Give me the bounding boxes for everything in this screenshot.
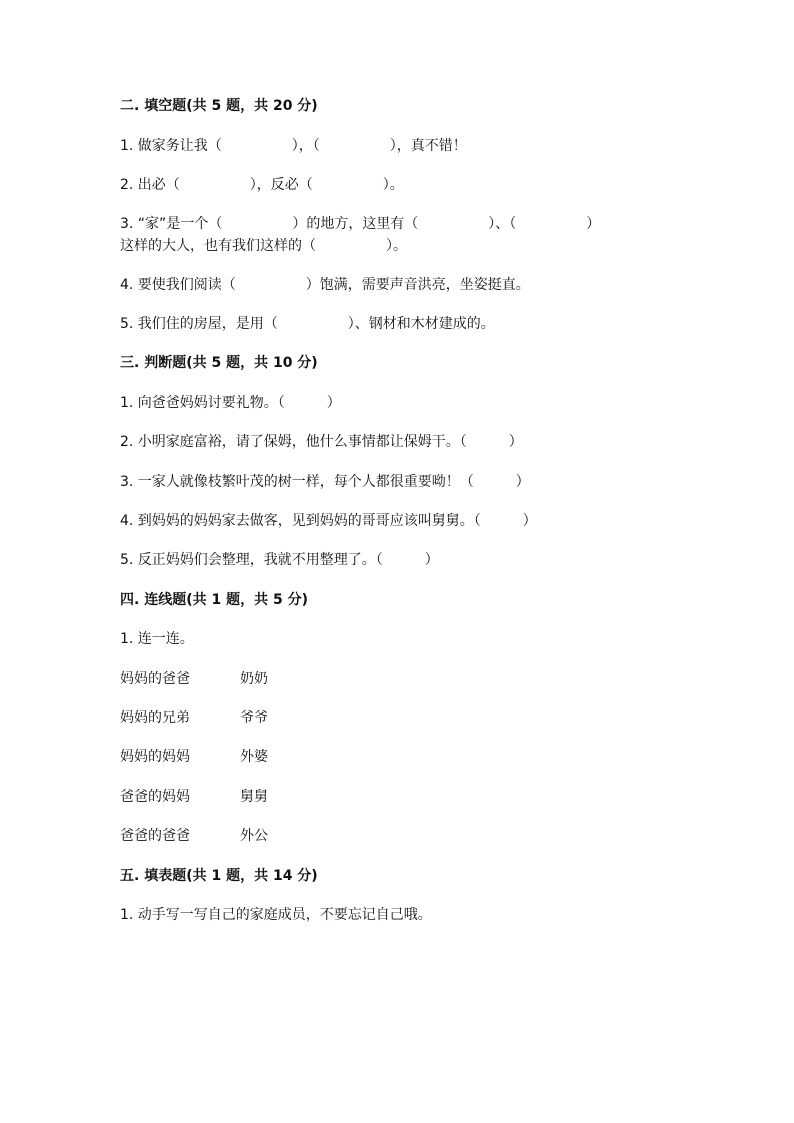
matching-left-item: 妈妈的兄弟 — [120, 710, 190, 726]
section-heading-table-fill: 五. 填表题(共 1 题，共 14 分) — [120, 868, 318, 884]
matching-right-item: 外公 — [240, 828, 268, 844]
section-heading-fill-blank: 二. 填空题(共 5 题，共 20 分) — [120, 98, 318, 114]
fill-blank-question-1: 1. 做家务让我（ ），（ ），真不错！ — [120, 138, 467, 154]
true-false-question-1: 1. 向爸爸妈妈讨要礼物。（ ） — [120, 395, 341, 411]
matching-left-item: 妈妈的爸爸 — [120, 671, 190, 687]
matching-right-item: 奶奶 — [240, 671, 268, 687]
matching-left-item: 妈妈的妈妈 — [120, 749, 190, 765]
fill-blank-question-3-continued: 这样的大人，也有我们这样的（ ）。 — [120, 238, 407, 254]
true-false-question-2: 2. 小明家庭富裕，请了保姆，他什么事情都让保姆干。（ ） — [120, 434, 523, 450]
true-false-question-3: 3. 一家人就像枝繁叶茂的树一样，每个人都很重要呦！（ ） — [120, 474, 530, 490]
matching-left-item: 爸爸的爸爸 — [120, 828, 190, 844]
matching-left-item: 爸爸的妈妈 — [120, 789, 190, 805]
fill-blank-question-2: 2. 出必（ ），反必（ ）。 — [120, 177, 404, 193]
matching-right-item: 外婆 — [240, 749, 268, 765]
fill-blank-question-3: 3. “家”是一个（ ）的地方，这里有（ ）、（ ） — [120, 216, 601, 232]
matching-question: 1. 连一连。 — [120, 631, 194, 647]
table-fill-question: 1. 动手写一写自己的家庭成员，不要忘记自己哦。 — [120, 907, 432, 923]
section-heading-matching: 四. 连线题(共 1 题，共 5 分) — [120, 592, 308, 608]
fill-blank-question-4: 4. 要使我们阅读（ ）饱满，需要声音洪亮，坐姿挺直。 — [120, 277, 530, 293]
true-false-question-4: 4. 到妈妈的妈妈家去做客，见到妈妈的哥哥应该叫舅舅。（ ） — [120, 513, 537, 529]
fill-blank-question-5: 5. 我们住的房屋，是用（ ）、钢材和木材建成的。 — [120, 316, 495, 332]
matching-right-item: 爷爷 — [240, 710, 268, 726]
true-false-question-5: 5. 反正妈妈们会整理，我就不用整理了。（ ） — [120, 552, 439, 568]
section-heading-true-false: 三. 判断题(共 5 题，共 10 分) — [120, 355, 318, 371]
matching-right-item: 舅舅 — [240, 789, 268, 805]
